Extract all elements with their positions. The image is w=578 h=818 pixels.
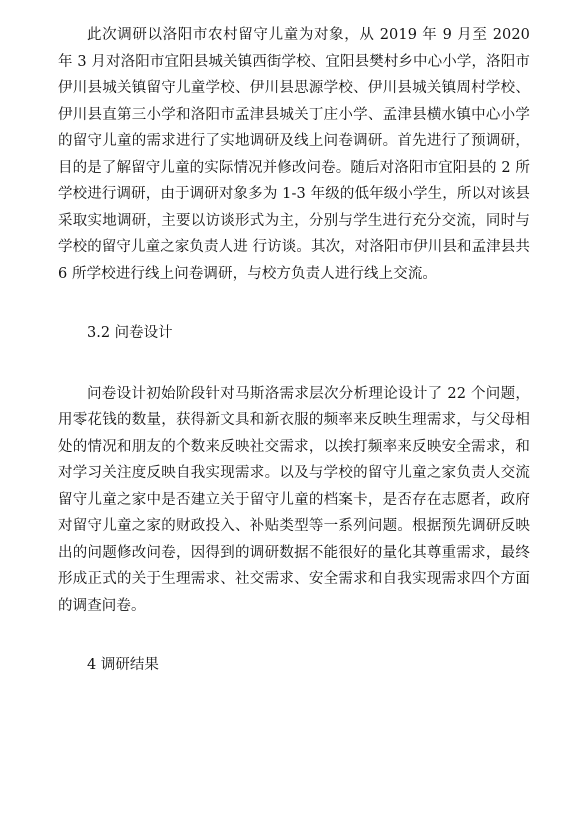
section-heading-4: 4 调研结果 — [87, 657, 159, 673]
paragraph-spacer — [58, 347, 530, 381]
document-page — [58, 22, 530, 679]
paragraph-spacer — [58, 287, 530, 320]
body-paragraph-questionnaire-design: 问卷设计初始阶段针对马斯洛需求层次分析理论设计了 22 个问题，用零花钱的数量，获得新文具和新衣服的频率来反映生理需求，与父母相处的情况和朋友的个数来反映社交需求，以挨打频率来反映安全需求，和对学习关注度反映自我实现需求。以及与学校的留守儿童之家负责人交流留守儿童之家中是否建立关于留守儿童的档案卡，是否存在志愿者，政府对留守儿童之家的财政投入、补贴类型等一系列问题。根据预先调研反映出的问题修改问卷，因得到的调研数据不能很好的量化其尊重需求，最终形成正式的关于生理需求、社交需求、安全需求和自我实现需求四个方面的调查问卷。 — [58, 385, 530, 614]
paragraph-spacer — [58, 619, 530, 652]
body-paragraph-survey-scope: 此次调研以洛阳市农村留守儿童为对象，从 2019 年 9 月至 2020 年 3 月对洛阳市宜阳县城关镇西街学校、宜阳县樊村乡中心小学，洛阳市伊川县城关镇留守儿童学校、伊川县思源学校、伊川县城关镇周村学校、伊川县直第三小学和洛阳市孟津县城关丁庄小学、孟津县横水镇中心小学的留守儿童的需求进行了实地调研及线上问卷调研。首先进行了预调研，目的是了解留守儿童的实际情况并修改问卷。随后对洛阳市宜阳县的 2 所学校进行调研，由于调研对象多为 1-3 年级的低年级小学生，所以对该县采取实地调研，主要以访谈形式为主，分别与学生进行充分交流，同时与学校的留守儿童之家负责人进 行访谈。其次，对洛阳市伊川县和孟津县共 6 所学校进行线上问卷调研，与校方负责人进行线上交流。 — [58, 27, 530, 282]
section-heading-3-2: 3.2 问卷设计 — [87, 325, 173, 341]
